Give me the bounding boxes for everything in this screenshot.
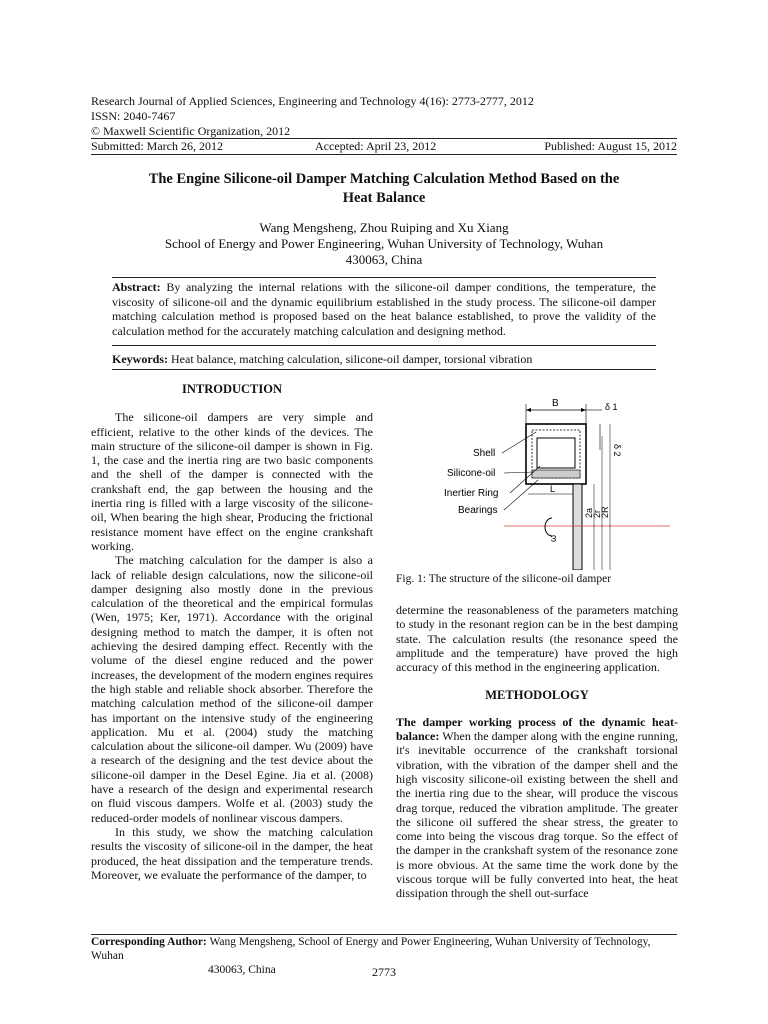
inertia-ring xyxy=(537,438,575,468)
paper-title xyxy=(91,170,677,208)
title-line-2: Heat Balance xyxy=(342,190,426,206)
abstract-text: By analyzing the internal relations with the silicone-oil damper conditions, the temperature, the viscosity of silicone-oil and the dynamic equilibrium established in the study process. The silicone-oil damper matching calculation method is proposed based on the heat balance established, to prove the validity of the calculation method for the accurately matching calculation and designing method. xyxy=(112,280,656,338)
label-b: B xyxy=(552,398,559,409)
accepted-date: Accepted: April 23, 2012 xyxy=(315,139,437,153)
corresponding-author-address: 430063, China xyxy=(208,964,276,976)
abstract-rule-top xyxy=(112,277,656,278)
submitted-date: Submitted: March 26, 2012 xyxy=(91,139,223,153)
rotation-arrow xyxy=(545,518,552,536)
copyright: © Maxwell Scientific Organization, 2012 xyxy=(91,124,291,138)
figure-caption: Fig. 1: The structure of the silicone-oil damper xyxy=(396,573,612,585)
authors: Wang Mengsheng, Zhou Ruiping and Xu Xiang xyxy=(259,220,509,235)
methodology-subhead: The damper working process of the dynamic heat-balance: xyxy=(396,714,678,744)
published-date: Published: August 15, 2012 xyxy=(544,139,677,153)
keywords-label: Keywords: xyxy=(112,352,168,366)
methodology-heading: METHODOLOGY xyxy=(485,688,589,703)
corresponding-author-label: Corresponding Author: xyxy=(91,936,207,948)
intro-paragraph-2: The matching calculation for the damper is also a lack of reliable design calculations, now the silicone-oil damper designing also mostly done in the previous calculation of the theoretical and the empirical formulas (Wen, 1975; Ker, 1971). Accordance with the original designing method to match the damper, it is often not achieving the desired damping effect. Recently with the volume of the diesel engine reduced and the power increases, the development of the modern engines requires the high stable and reliable shock absorber. Therefore the matching calculation method of the silicone-oil damper has important on the intensive study of the engineering application. Mu et al. (2004) study the matching calculation about the silicone-oil damper. Wu (2009) have a research of the designing and the test device about the silicone-oil damper in the Desel Egine. Jia et al. (2008) have a research of the design and experimental research on fluid viscous dampers. Wolfe et al. (2003) study the reduced-order models of nonlinear viscous dampers. xyxy=(91,553,373,825)
label-delta1: δ 1 xyxy=(605,402,618,412)
keywords-rule xyxy=(112,369,656,370)
silicone-oil-layer xyxy=(532,470,580,478)
label-inertia-ring: Inertier Ring xyxy=(444,488,499,499)
label-silicone-oil: Silicone-oil xyxy=(447,468,496,479)
intro-heading: INTRODUCTION xyxy=(181,382,282,396)
methodology-paragraph: When the damper along with the engine running, it's inevitable occurrence of the crankshaft torsional vibration, with the vibration of the damper shell and the high viscosity silicone-oil existing between the shell and the inertia ring due to the shear, will produce the viscous drag torque, reduced the vibration amplitude. The greater the silicone oil suffered the shear stress, the greater to come into being the viscous drag torque. So the effect of the damper in the crankshaft system of the resonance zone is more obvious. At the same time the work done by the viscous torque will be fully converted into heat, the heat dissipation through the shell out-surface xyxy=(396,729,678,901)
left-column xyxy=(91,382,373,882)
label-2r: 2r xyxy=(592,509,602,518)
label-2R: 2R xyxy=(600,506,610,518)
abstract xyxy=(112,280,656,338)
page-number: 2773 xyxy=(372,965,396,979)
intro-paragraph-3: In this study, we show the matching calculation results the viscosity of silicone-oil in the damper, the heat produced, the heat dissipation and the temperature trends. Moreover, we evaluate the performance of the damper, to xyxy=(91,824,373,882)
crankshaft-hub xyxy=(573,484,582,570)
abstract-label: Abstract: xyxy=(112,280,161,294)
keywords xyxy=(112,352,656,367)
issn: ISSN: 2040-7467 xyxy=(91,109,176,123)
intro-paragraph-1: The silicone-oil dampers are very simple and efficient, relative to the other kinds of the devices. The main structure of the silicone-oil damper is shown in Fig. 1, the case and the inertia ring are two basic components and the shell of the damper is connected with the crankshaft end, the gap between the housing and the inertia ring is filled with a large viscosity of the silicone-oil, When bearing the high shear, Producing the frictional resistance moment have effect on the engine crankshaft working. xyxy=(91,410,373,553)
header-rule-bottom xyxy=(91,154,677,155)
corresponding-author-text: Wang Mengsheng, School of Energy and Power Engineering, Wuhan University of Technology, Wuhan xyxy=(91,936,651,962)
label-2a: 2a xyxy=(584,507,594,518)
title-line-1: The Engine Silicone-oil Damper Matching Calculation Method Based on the xyxy=(148,171,620,187)
label-omega: ω xyxy=(548,534,558,542)
keywords-text: Heat balance, matching calculation, silicone-oil damper, torsional vibration xyxy=(171,352,533,366)
right-column xyxy=(396,603,678,901)
affiliation xyxy=(91,236,677,268)
label-delta2: δ 2 xyxy=(612,444,622,457)
journal-citation: Research Journal of Applied Sciences, Engineering and Technology 4(16): 2773-2777, 2012 xyxy=(91,94,534,108)
abstract-rule-bottom xyxy=(112,345,656,346)
label-bearings: Bearings xyxy=(458,505,498,516)
right-paragraph-1: determine the reasonableness of the parameters matching to study in the resonant region can be in the best damping state. The calculation results (the resonance speed the amplitude and the temperature) have proved the high accuracy of this method in the engineering application. xyxy=(396,603,678,675)
affiliation-line-1: School of Energy and Power Engineering, Wuhan University of Technology, Wuhan xyxy=(164,236,604,251)
label-l: L xyxy=(550,484,556,494)
label-shell: Shell xyxy=(473,448,496,459)
damper-structure-figure xyxy=(440,390,670,570)
affiliation-line-2: 430063, China xyxy=(345,252,423,267)
